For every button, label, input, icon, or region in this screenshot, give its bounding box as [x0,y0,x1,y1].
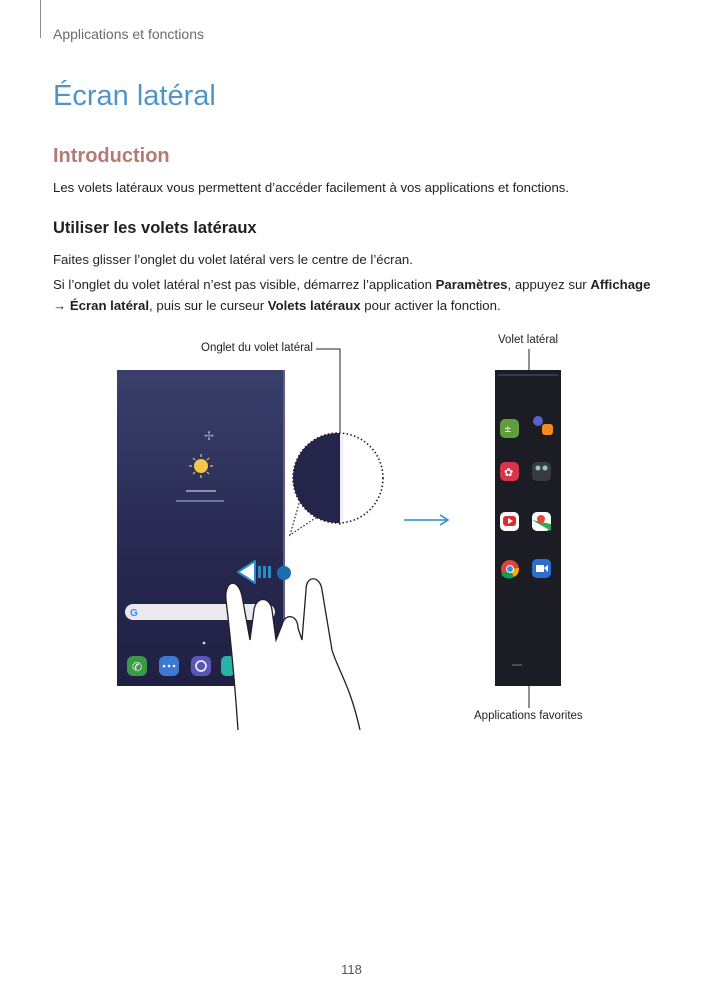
weather-text [176,500,224,502]
intro-heading: Introduction [53,145,170,167]
notes-icon [533,416,543,426]
svg-text:±: ± [504,425,512,435]
weather-glyph: ✢ [204,429,215,443]
page-number: 118 [341,962,362,977]
step-2-text-b: , appuyez sur [507,277,591,292]
step-2-text-a: Si l’onglet du volet latéral n’est pas visible, démarrez l’application [53,277,436,292]
page-title: Écran latéral [53,80,216,112]
label-favorite-apps: Applications favorites [474,710,583,722]
phone-glyph: ✆ [132,660,143,674]
weather-text [186,490,216,492]
label-edge-tab: Onglet du volet latéral [201,342,313,354]
edge-panel [495,370,561,686]
svg-text:✿: ✿ [504,466,514,479]
link-icon [532,462,551,481]
arrow-symbol: → [53,298,70,313]
label-edge-panel: Volet latéral [498,334,559,346]
step-2-text-d: pour activer la fonction. [360,298,501,313]
intro-paragraph: Les volets latéraux vous permettent d’accéder facilement à vos applications et fonctions. [53,180,570,195]
internet-app-icon [191,656,211,676]
sub-heading: Utiliser les volets latéraux [53,219,257,237]
edge-screen-menu-name: Écran latéral [69,298,150,313]
edge-panels-option-name: Volets latéraux [267,298,361,313]
step-1-text: Faites glisser l’onglet du volet latéral vers le centre de l’écran. [53,252,413,267]
display-menu-name: Affichage [590,277,651,292]
section-header: Applications et fonctions [53,26,204,42]
transition-arrow-icon [404,515,448,525]
step-2-text-c: , puis sur le curseur [149,298,268,313]
page-indicator [203,642,206,645]
settings-app-name: Paramètres [435,277,508,292]
zoom-callout [290,430,393,535]
google-g-icon: G [130,608,138,619]
